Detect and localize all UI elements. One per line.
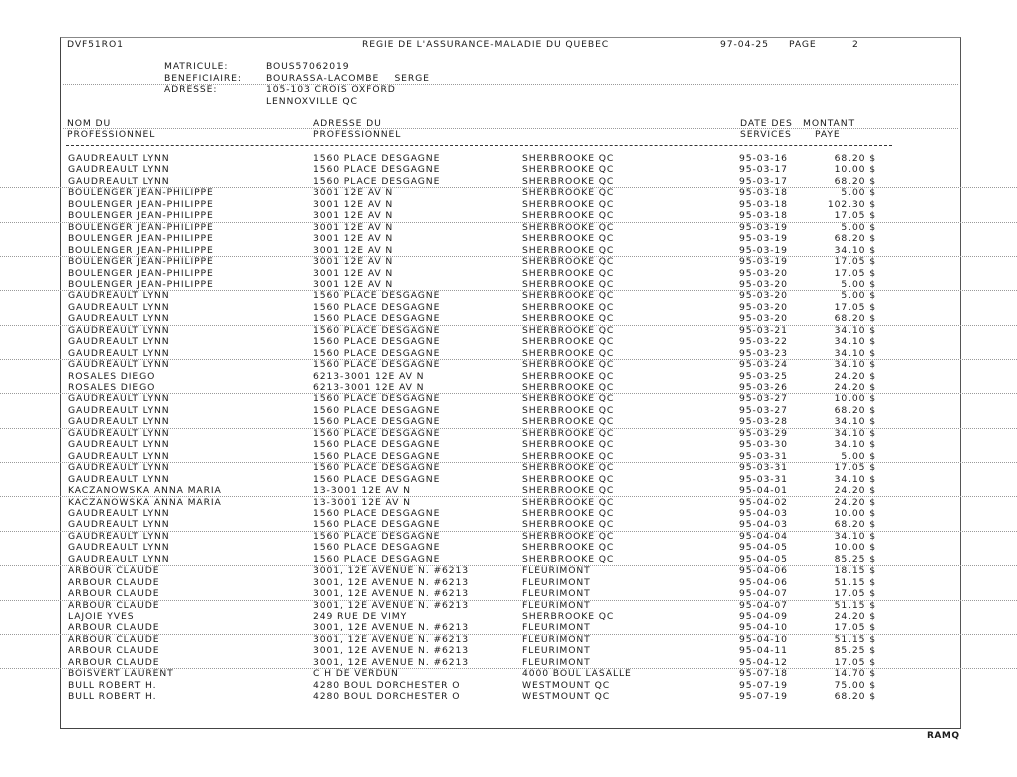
row-amount: 24.20 $ (834, 382, 876, 393)
row-amount: 68.20 $ (834, 153, 876, 164)
row-name: GAUDREAULT LYNN (68, 153, 170, 164)
table-row (0, 439, 1017, 450)
row-date: 95-03-31 (739, 462, 788, 474)
row-name: GAUDREAULT LYNN (68, 290, 170, 302)
row-date: 95-04-07 (739, 588, 788, 600)
row-amount: 5.00 $ (841, 187, 876, 199)
table-row (0, 691, 1017, 702)
row-city: SHERBROOKE QC (522, 542, 615, 554)
row-city: FLEURIMONT (522, 599, 591, 611)
table-row (0, 611, 1017, 622)
row-address: C H DE VERDUN (313, 668, 399, 680)
column-header-name-2: PROFESSIONNEL (67, 129, 156, 140)
row-name: GAUDREAULT LYNN (68, 347, 170, 359)
row-city: SHERBROOKE QC (522, 530, 615, 542)
row-address: 3001, 12E AVENUE N. #6213 (313, 656, 470, 668)
row-name: ARBOUR CLAUDE (68, 565, 160, 577)
row-amount: 10.00 $ (834, 542, 876, 554)
row-amount: 17.05 $ (834, 256, 876, 268)
row-address: 3001, 12E AVENUE N. #6213 (313, 622, 470, 634)
page-number: 2 (852, 39, 859, 50)
row-amount: 10.00 $ (834, 507, 876, 519)
row-address: 1560 PLACE DESGAGNE (313, 301, 441, 313)
row-amount: 24.20 $ (834, 485, 876, 497)
row-date: 95-03-17 (739, 175, 788, 187)
row-amount: 14.70 $ (834, 668, 876, 680)
row-amount: 17.05 $ (834, 462, 876, 474)
table-row (0, 634, 1017, 645)
row-name: BOULENGER JEAN-PHILIPPE (68, 187, 214, 199)
row-name: ARBOUR CLAUDE (68, 576, 160, 588)
row-address: 1560 PLACE DESGAGNE (313, 507, 441, 519)
row-name: BOISVERT LAURENT (68, 668, 174, 680)
row-address: 1560 PLACE DESGAGNE (313, 530, 441, 542)
row-city: FLEURIMONT (522, 645, 591, 657)
row-date: 95-03-30 (739, 439, 788, 451)
row-amount: 34.10 $ (834, 416, 876, 428)
row-amount: 34.10 $ (834, 336, 876, 348)
row-address: 3001 12E AV N (313, 187, 394, 199)
row-amount: 85.25 $ (834, 553, 876, 565)
row-name: GAUDREAULT LYNN (68, 473, 170, 485)
row-name: GAUDREAULT LYNN (68, 553, 170, 565)
row-name: GAUDREAULT LYNN (68, 519, 170, 531)
row-amount: 34.10 $ (834, 530, 876, 542)
row-name: ARBOUR CLAUDE (68, 645, 160, 657)
row-address: 4280 BOUL DORCHESTER O (313, 691, 461, 703)
row-name: ARBOUR CLAUDE (68, 633, 160, 645)
row-city: SHERBROOKE QC (522, 336, 615, 348)
row-address: 1560 PLACE DESGAGNE (313, 359, 441, 371)
row-city: SHERBROOKE QC (522, 473, 615, 485)
row-date: 95-04-01 (739, 485, 788, 497)
row-address: 1560 PLACE DESGAGNE (313, 542, 441, 554)
row-city: SHERBROOKE QC (522, 347, 615, 359)
adresse-line1: 105-103 CROIS OXFORD (266, 84, 396, 95)
row-date: 95-04-09 (739, 611, 788, 622)
row-amount: 5.00 $ (841, 278, 876, 290)
row-address: 1560 PLACE DESGAGNE (313, 439, 441, 451)
row-address: 3001 12E AV N (313, 244, 394, 256)
row-city: SHERBROOKE QC (522, 404, 615, 416)
row-date: 95-04-07 (739, 599, 788, 611)
row-address: 1560 PLACE DESGAGNE (313, 416, 441, 428)
row-name: GAUDREAULT LYNN (68, 301, 170, 313)
row-address: 3001 12E AV N (313, 198, 394, 210)
matricule-value: BOUS57062019 (266, 61, 350, 72)
table-row (0, 222, 1017, 233)
row-date: 95-03-19 (739, 244, 788, 256)
row-address: 1560 PLACE DESGAGNE (313, 473, 441, 485)
row-date: 95-04-04 (739, 530, 788, 542)
row-date: 95-04-03 (739, 519, 788, 531)
row-name: GAUDREAULT LYNN (68, 164, 170, 176)
row-name: KACZANOWSKA ANNA MARIA (68, 485, 222, 497)
row-name: GAUDREAULT LYNN (68, 427, 170, 439)
row-date: 95-03-22 (739, 336, 788, 348)
row-date: 95-03-20 (739, 301, 788, 313)
table-row (0, 290, 1017, 301)
row-city: SHERBROOKE QC (522, 210, 615, 222)
column-header-date-1: DATE DES (740, 118, 793, 129)
row-amount: 17.05 $ (834, 301, 876, 313)
row-address: 1560 PLACE DESGAGNE (313, 450, 441, 462)
row-city: SHERBROOKE QC (522, 439, 615, 451)
column-header-address-1: ADRESSE DU (313, 118, 382, 129)
row-address: 3001 12E AV N (313, 278, 394, 290)
row-amount: 85.25 $ (834, 645, 876, 657)
table-row (0, 405, 1017, 416)
row-city: WESTMOUNT QC (522, 691, 611, 703)
table-row (0, 428, 1017, 439)
row-address: 249 RUE DE VIMY (313, 611, 408, 622)
row-date: 95-03-16 (739, 153, 788, 164)
row-amount: 17.05 $ (834, 210, 876, 222)
row-city: SHERBROOKE QC (522, 324, 615, 336)
row-name: ARBOUR CLAUDE (68, 656, 160, 668)
row-name: BOULENGER JEAN-PHILIPPE (68, 267, 214, 279)
row-address: 6213-3001 12E AV N (313, 370, 425, 382)
row-amount: 68.20 $ (834, 175, 876, 187)
row-amount: 17.05 $ (834, 656, 876, 668)
row-amount: 17.05 $ (834, 267, 876, 279)
table-row (0, 645, 1017, 656)
row-city: FLEURIMONT (522, 622, 591, 634)
row-date: 95-03-25 (739, 370, 788, 382)
row-address: 3001, 12E AVENUE N. #6213 (313, 576, 470, 588)
row-name: BOULENGER JEAN-PHILIPPE (68, 244, 214, 256)
row-name: BOULENGER JEAN-PHILIPPE (68, 221, 214, 233)
page-label: PAGE (789, 39, 817, 50)
row-amount: 34.10 $ (834, 347, 876, 359)
row-name: ARBOUR CLAUDE (68, 599, 160, 611)
row-city: SHERBROOKE QC (522, 553, 615, 565)
row-name: BOULENGER JEAN-PHILIPPE (68, 278, 214, 290)
row-address: 3001, 12E AVENUE N. #6213 (313, 645, 470, 657)
row-address: 1560 PLACE DESGAGNE (313, 404, 441, 416)
row-address: 3001 12E AV N (313, 210, 394, 222)
adresse-label: ADRESSE: (164, 84, 218, 95)
row-date: 95-03-19 (739, 221, 788, 233)
row-date: 95-03-19 (739, 256, 788, 268)
row-address: 3001, 12E AVENUE N. #6213 (313, 633, 470, 645)
row-amount: 34.10 $ (834, 359, 876, 371)
row-date: 95-03-19 (739, 233, 788, 245)
row-name: LAJOIE YVES (68, 611, 135, 622)
column-header-date-2: SERVICES (740, 129, 792, 140)
row-name: GAUDREAULT LYNN (68, 462, 170, 474)
row-date: 95-03-31 (739, 450, 788, 462)
table-row (0, 497, 1017, 508)
row-address: 3001 12E AV N (313, 233, 394, 245)
row-date: 95-03-20 (739, 267, 788, 279)
row-city: SHERBROOKE QC (522, 485, 615, 497)
row-amount: 10.00 $ (834, 393, 876, 405)
row-date: 95-03-24 (739, 359, 788, 371)
table-row (0, 600, 1017, 611)
table-row (0, 233, 1017, 244)
row-address: 1560 PLACE DESGAGNE (313, 290, 441, 302)
row-address: 13-3001 12E AV N (313, 496, 411, 508)
table-row (0, 474, 1017, 485)
row-date: 95-03-20 (739, 290, 788, 302)
row-city: FLEURIMONT (522, 656, 591, 668)
row-date: 95-04-05 (739, 542, 788, 554)
row-city: WESTMOUNT QC (522, 679, 611, 691)
row-name: ARBOUR CLAUDE (68, 588, 160, 600)
row-amount: 24.20 $ (834, 611, 876, 622)
row-city: SHERBROOKE QC (522, 233, 615, 245)
row-city: SHERBROOKE QC (522, 290, 615, 302)
row-name: GAUDREAULT LYNN (68, 313, 170, 325)
row-city: SHERBROOKE QC (522, 198, 615, 210)
table-row (0, 268, 1017, 279)
table-row (0, 508, 1017, 519)
row-address: 3001 12E AV N (313, 256, 394, 268)
row-amount: 34.10 $ (834, 244, 876, 256)
row-amount: 68.20 $ (834, 404, 876, 416)
table-row (0, 462, 1017, 473)
row-amount: 34.10 $ (834, 439, 876, 451)
row-address: 1560 PLACE DESGAGNE (313, 427, 441, 439)
row-name: GAUDREAULT LYNN (68, 359, 170, 371)
row-amount: 68.20 $ (834, 691, 876, 703)
row-date: 95-07-19 (739, 679, 788, 691)
row-city: SHERBROOKE QC (522, 153, 615, 164)
document-title: REGIE DE L'ASSURANCE-MALADIE DU QUEBEC (362, 39, 610, 50)
row-name: GAUDREAULT LYNN (68, 175, 170, 187)
row-city: SHERBROOKE QC (522, 359, 615, 371)
row-name: GAUDREAULT LYNN (68, 530, 170, 542)
table-row (0, 542, 1017, 553)
row-amount: 75.00 $ (834, 679, 876, 691)
row-amount: 68.20 $ (834, 519, 876, 531)
column-header-address-2: PROFESSIONNEL (313, 129, 402, 140)
row-date: 95-03-18 (739, 187, 788, 199)
row-address: 1560 PLACE DESGAGNE (313, 175, 441, 187)
row-city: 4000 BOUL LASALLE (522, 668, 632, 680)
row-address: 3001, 12E AVENUE N. #6213 (313, 599, 470, 611)
row-amount: 51.15 $ (834, 633, 876, 645)
row-amount: 18.15 $ (834, 565, 876, 577)
row-address: 13-3001 12E AV N (313, 485, 411, 497)
row-name: BOULENGER JEAN-PHILIPPE (68, 233, 214, 245)
row-name: ROSALES DIEGO (68, 370, 156, 382)
table-row (0, 577, 1017, 588)
row-city: SHERBROOKE QC (522, 507, 615, 519)
row-date: 95-03-31 (739, 473, 788, 485)
form-code: DVF51RO1 (67, 39, 124, 50)
row-name: BOULENGER JEAN-PHILIPPE (68, 210, 214, 222)
row-date: 95-03-17 (739, 164, 788, 176)
row-name: GAUDREAULT LYNN (68, 507, 170, 519)
row-name: BULL ROBERT H. (68, 691, 157, 703)
row-amount: 17.05 $ (834, 588, 876, 600)
row-amount: 24.20 $ (834, 496, 876, 508)
matricule-label: MATRICULE: (164, 61, 229, 72)
table-row (0, 302, 1017, 313)
row-city: SHERBROOKE QC (522, 427, 615, 439)
row-address: 3001, 12E AVENUE N. #6213 (313, 565, 470, 577)
row-address: 4280 BOUL DORCHESTER O (313, 679, 461, 691)
row-date: 95-04-10 (739, 633, 788, 645)
row-address: 1560 PLACE DESGAGNE (313, 324, 441, 336)
table-row (0, 668, 1017, 679)
row-date: 95-03-28 (739, 416, 788, 428)
row-city: SHERBROOKE QC (522, 393, 615, 405)
row-name: GAUDREAULT LYNN (68, 336, 170, 348)
header-dashed-rule (66, 145, 892, 146)
row-name: ROSALES DIEGO (68, 382, 156, 393)
row-date: 95-04-03 (739, 507, 788, 519)
row-address: 3001 12E AV N (313, 267, 394, 279)
row-amount: 34.10 $ (834, 324, 876, 336)
row-date: 95-04-12 (739, 656, 788, 668)
row-name: ARBOUR CLAUDE (68, 622, 160, 634)
row-date: 95-04-11 (739, 645, 788, 657)
row-city: SHERBROOKE QC (522, 450, 615, 462)
row-address: 1560 PLACE DESGAGNE (313, 336, 441, 348)
row-amount: 24.20 $ (834, 370, 876, 382)
row-name: KACZANOWSKA ANNA MARIA (68, 496, 222, 508)
row-city: SHERBROOKE QC (522, 611, 615, 622)
row-city: FLEURIMONT (522, 576, 591, 588)
row-name: GAUDREAULT LYNN (68, 404, 170, 416)
table-row (0, 256, 1017, 267)
row-city: SHERBROOKE QC (522, 256, 615, 268)
row-amount: 17.05 $ (834, 622, 876, 634)
row-city: SHERBROOKE QC (522, 462, 615, 474)
row-city: SHERBROOKE QC (522, 370, 615, 382)
row-date: 95-04-02 (739, 496, 788, 508)
row-date: 95-03-23 (739, 347, 788, 359)
table-row (0, 336, 1017, 347)
table-row (0, 680, 1017, 691)
print-date: 97-04-25 (720, 39, 769, 50)
table-row (0, 359, 1017, 370)
table-row (0, 187, 1017, 198)
row-amount: 34.10 $ (834, 427, 876, 439)
table-row (0, 371, 1017, 382)
column-header-amount-1: MONTANT (803, 118, 855, 129)
table-row (0, 531, 1017, 542)
row-name: BOULENGER JEAN-PHILIPPE (68, 198, 214, 210)
row-city: SHERBROOKE QC (522, 301, 615, 313)
table-row (0, 153, 1017, 164)
row-amount: 5.00 $ (841, 221, 876, 233)
row-address: 1560 PLACE DESGAGNE (313, 164, 441, 176)
row-city: SHERBROOKE QC (522, 244, 615, 256)
row-date: 95-03-20 (739, 313, 788, 325)
row-amount: 68.20 $ (834, 313, 876, 325)
row-address: 6213-3001 12E AV N (313, 382, 425, 393)
row-city: SHERBROOKE QC (522, 187, 615, 199)
row-name: GAUDREAULT LYNN (68, 416, 170, 428)
row-date: 95-03-29 (739, 427, 788, 439)
row-name: GAUDREAULT LYNN (68, 439, 170, 451)
row-date: 95-07-18 (739, 668, 788, 680)
row-city: FLEURIMONT (522, 633, 591, 645)
table-row (0, 164, 1017, 175)
row-date: 95-03-27 (739, 404, 788, 416)
row-city: SHERBROOKE QC (522, 416, 615, 428)
row-date: 95-03-18 (739, 210, 788, 222)
row-date: 95-07-19 (739, 691, 788, 703)
row-address: 1560 PLACE DESGAGNE (313, 462, 441, 474)
table-row (0, 199, 1017, 210)
row-city: SHERBROOKE QC (522, 519, 615, 531)
footer-label: RAMQ (927, 731, 960, 741)
column-header-amount-2: PAYE (815, 129, 841, 140)
row-name: GAUDREAULT LYNN (68, 324, 170, 336)
row-amount: 5.00 $ (841, 450, 876, 462)
row-city: SHERBROOKE QC (522, 267, 615, 279)
row-amount: 102.30 $ (827, 198, 876, 210)
table-row (0, 393, 1017, 404)
row-date: 95-04-05 (739, 553, 788, 565)
table-row (0, 565, 1017, 576)
row-date: 95-03-20 (739, 278, 788, 290)
row-city: SHERBROOKE QC (522, 221, 615, 233)
row-address: 1560 PLACE DESGAGNE (313, 153, 441, 164)
row-date: 95-03-21 (739, 324, 788, 336)
row-date: 95-04-06 (739, 576, 788, 588)
row-amount: 5.00 $ (841, 290, 876, 302)
row-date: 95-04-06 (739, 565, 788, 577)
row-amount: 68.20 $ (834, 233, 876, 245)
row-address: 1560 PLACE DESGAGNE (313, 519, 441, 531)
row-name: BULL ROBERT H. (68, 679, 157, 691)
row-city: SHERBROOKE QC (522, 175, 615, 187)
beneficiaire-label: BENEFICIAIRE: (164, 73, 242, 84)
row-address: 1560 PLACE DESGAGNE (313, 347, 441, 359)
row-city: SHERBROOKE QC (522, 496, 615, 508)
row-city: SHERBROOKE QC (522, 313, 615, 325)
row-date: 95-03-18 (739, 198, 788, 210)
row-date: 95-03-27 (739, 393, 788, 405)
adresse-line2: LENNOXVILLE QC (266, 96, 358, 107)
row-amount: 51.15 $ (834, 576, 876, 588)
row-address: 3001, 12E AVENUE N. #6213 (313, 588, 470, 600)
row-city: FLEURIMONT (522, 565, 591, 577)
row-city: FLEURIMONT (522, 588, 591, 600)
row-name: BOULENGER JEAN-PHILIPPE (68, 256, 214, 268)
row-city: SHERBROOKE QC (522, 278, 615, 290)
row-address: 1560 PLACE DESGAGNE (313, 553, 441, 565)
row-amount: 10.00 $ (834, 164, 876, 176)
row-amount: 51.15 $ (834, 599, 876, 611)
row-address: 3001 12E AV N (313, 221, 394, 233)
row-date: 95-03-26 (739, 382, 788, 393)
column-header-name-1: NOM DU (67, 118, 112, 129)
divider (63, 128, 958, 129)
row-address: 1560 PLACE DESGAGNE (313, 393, 441, 405)
row-name: GAUDREAULT LYNN (68, 450, 170, 462)
row-name: GAUDREAULT LYNN (68, 542, 170, 554)
row-city: SHERBROOKE QC (522, 164, 615, 176)
row-city: SHERBROOKE QC (522, 382, 615, 393)
row-amount: 34.10 $ (834, 473, 876, 485)
row-date: 95-04-10 (739, 622, 788, 634)
table-row (0, 325, 1017, 336)
row-address: 1560 PLACE DESGAGNE (313, 313, 441, 325)
beneficiaire-value: BOURASSA-LACOMBE SERGE (266, 73, 430, 84)
row-name: GAUDREAULT LYNN (68, 393, 170, 405)
